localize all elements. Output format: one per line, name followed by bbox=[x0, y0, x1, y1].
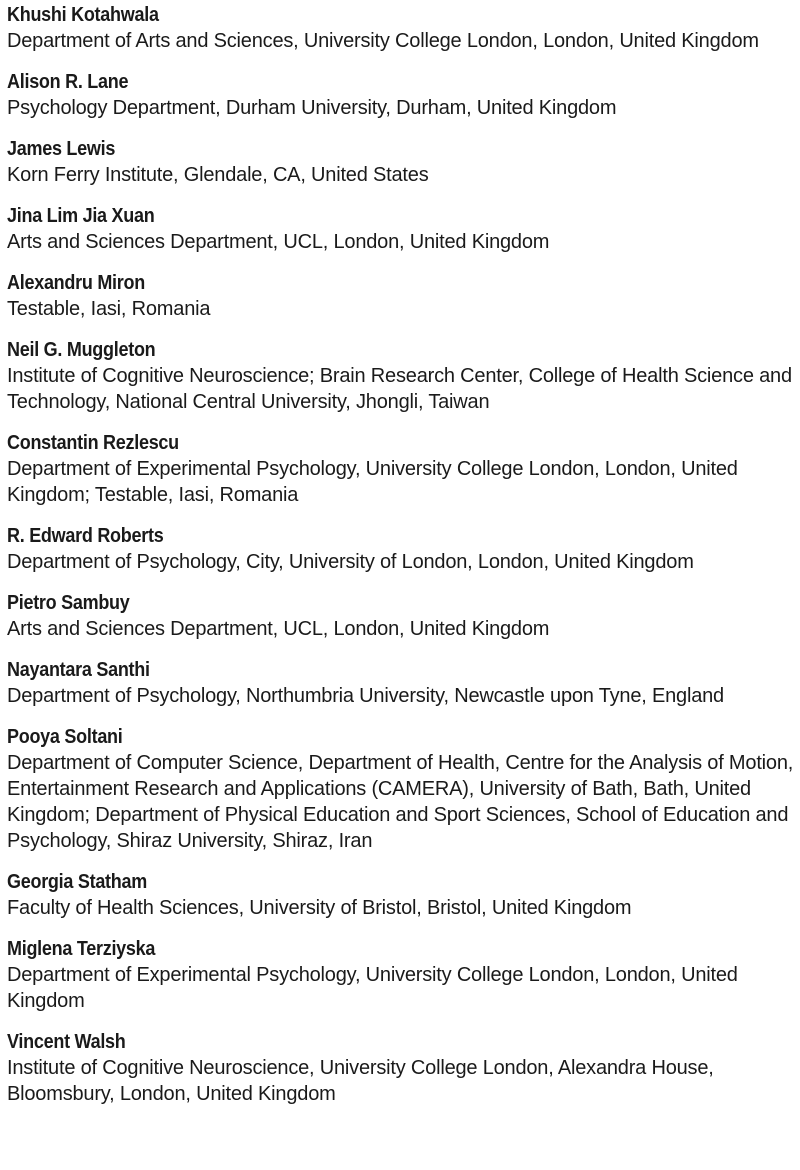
author-affiliation: Psychology Department, Durham University, Durham, United Kingdom bbox=[7, 97, 617, 119]
author-entry bbox=[7, 869, 799, 921]
author-entry bbox=[7, 936, 799, 1014]
author-name: Alexandru Miron bbox=[7, 272, 145, 294]
author-affiliation: Department of Psychology, Northumbria University, Newcastle upon Tyne, England bbox=[7, 685, 724, 707]
author-affiliation: Testable, Iasi, Romania bbox=[7, 298, 211, 320]
author-entry bbox=[7, 1029, 799, 1107]
author-name: Miglena Terziyska bbox=[7, 938, 156, 960]
author-affiliation: Faculty of Health Sciences, University of Bristol, Bristol, United Kingdom bbox=[7, 897, 632, 919]
author-list bbox=[7, 2, 799, 1122]
author-affiliation: Institute of Cognitive Neuroscience; Brain Research Center, College of Health Science and Technology, National Central University, Jhongli, Taiwan bbox=[7, 365, 792, 413]
author-affiliation: Department of Experimental Psychology, University College London, London, United Kingdom bbox=[7, 964, 738, 1012]
author-entry bbox=[7, 203, 799, 255]
author-entry bbox=[7, 590, 799, 642]
author-name: Neil G. Muggleton bbox=[7, 339, 156, 361]
author-name: Nayantara Santhi bbox=[7, 659, 150, 681]
author-entry bbox=[7, 430, 799, 508]
author-affiliation: Arts and Sciences Department, UCL, London, United Kingdom bbox=[7, 618, 550, 640]
author-name: Constantin Rezlescu bbox=[7, 432, 179, 454]
author-affiliation: Department of Arts and Sciences, University College London, London, United Kingdom bbox=[7, 30, 759, 52]
author-affiliation: Institute of Cognitive Neuroscience, University College London, Alexandra House, Bloomsbury, London, United Kingdom bbox=[7, 1057, 714, 1105]
author-affiliation: Department of Psychology, City, University of London, London, United Kingdom bbox=[7, 551, 694, 573]
author-name: Khushi Kotahwala bbox=[7, 4, 159, 26]
author-entry bbox=[7, 2, 799, 54]
author-entry bbox=[7, 136, 799, 188]
author-name: Georgia Statham bbox=[7, 871, 147, 893]
author-entry bbox=[7, 337, 799, 415]
author-name: Pietro Sambuy bbox=[7, 592, 130, 614]
author-name: Vincent Walsh bbox=[7, 1031, 126, 1053]
author-affiliation: Arts and Sciences Department, UCL, London, United Kingdom bbox=[7, 231, 550, 253]
author-entry bbox=[7, 724, 799, 854]
author-entry bbox=[7, 657, 799, 709]
author-affiliation: Department of Experimental Psychology, University College London, London, United Kingdom; Testable, Iasi, Romania bbox=[7, 458, 738, 506]
author-entry bbox=[7, 69, 799, 121]
author-entry bbox=[7, 270, 799, 322]
author-name: R. Edward Roberts bbox=[7, 525, 164, 547]
author-affiliation: Department of Computer Science, Department of Health, Centre for the Analysis of Motion, Entertainment Research and Applications (CAMERA), University of Bath, Bath, United Kingdom; Department of Physical Education and Sport Sciences, School of Education and Psychology, Shiraz University, Shiraz, Iran bbox=[7, 752, 794, 852]
author-name: Alison R. Lane bbox=[7, 71, 129, 93]
author-name: Jina Lim Jia Xuan bbox=[7, 205, 155, 227]
author-affiliation: Korn Ferry Institute, Glendale, CA, United States bbox=[7, 164, 429, 186]
author-name: Pooya Soltani bbox=[7, 726, 123, 748]
author-entry bbox=[7, 523, 799, 575]
author-name: James Lewis bbox=[7, 138, 116, 160]
